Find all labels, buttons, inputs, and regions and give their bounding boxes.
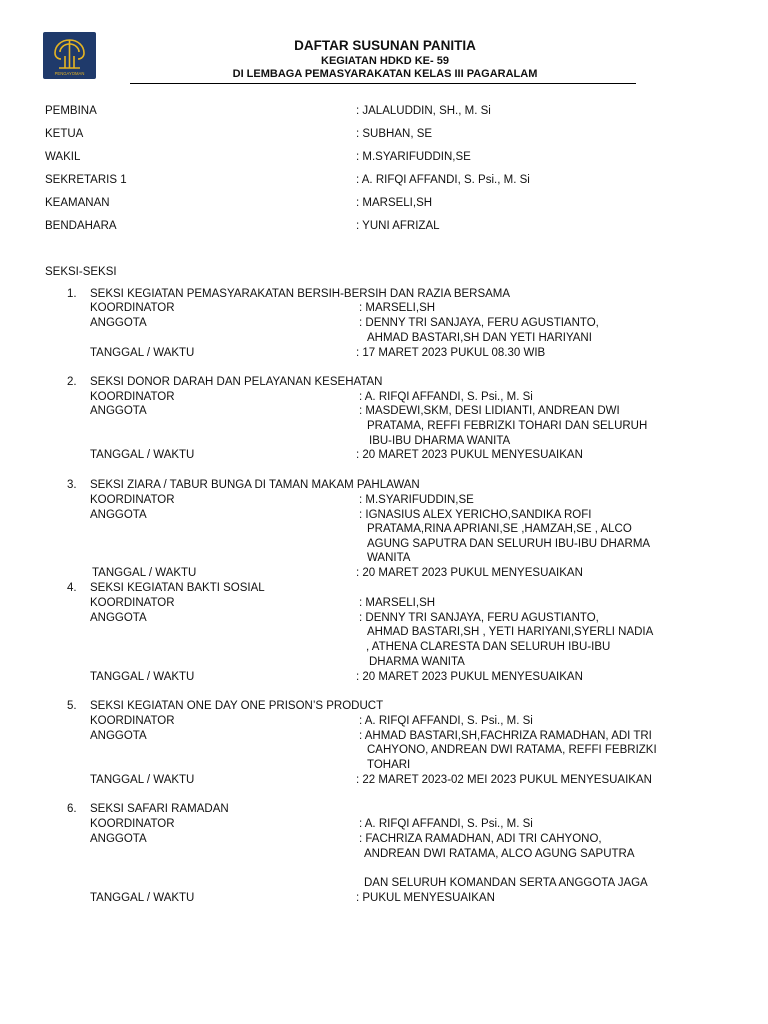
koordinator-value: : A. RIFQI AFFANDI, S. Psi., M. Si [359,391,533,403]
tanggal-label: TANGGAL / WAKTU [90,774,195,786]
logo-text: PENGAYOMAN [54,71,85,76]
koordinator-label: KOORDINATOR [90,818,175,830]
tanggal-label: TANGGAL / WAKTU [90,892,195,904]
officer-label-wakil: WAKIL [45,151,81,163]
anggota-label: ANGGOTA [90,833,147,845]
anggota-line: ANDREAN DWI RATAMA, ALCO AGUNG SAPUTRA [364,848,635,860]
section-title: SEKSI KEGIATAN PEMASYARAKATAN BERSIH-BERSIH DAN RAZIA BERSAMA [90,288,511,300]
officer-value-bendahara: : YUNI AFRIZAL [356,220,440,232]
officer-value-wakil: : M.SYARIFUDDIN,SE [356,151,471,163]
anggota-line: CAHYONO, ANDREAN DWI RATAMA, REFFI FEBRIZKI [367,744,657,756]
tanggal-label: TANGGAL / WAKTU [90,671,195,683]
koordinator-value: : A. RIFQI AFFANDI, S. Psi., M. Si [359,715,533,727]
pengayoman-logo [43,32,96,79]
anggota-line: , ATHENA CLARESTA DAN SELURUH IBU-IBU [366,641,611,653]
tanggal-label: TANGGAL / WAKTU [90,347,195,359]
section-title: SEKSI KEGIATAN ONE DAY ONE PRISON’S PRODUCT [90,700,384,712]
anggota-label: ANGGOTA [90,317,147,329]
anggota-line: : AHMAD BASTARI,SH,FACHRIZA RAMADHAN, ADI TRI [359,730,652,742]
anggota-line: : FACHRIZA RAMADHAN, ADI TRI CAHYONO, [359,833,602,845]
koordinator-value: : MARSELI,SH [359,302,436,314]
anggota-line: IBU-IBU DHARMA WANITA [369,435,511,447]
section-title: SEKSI KEGIATAN BAKTI SOSIAL [90,582,265,594]
anggota-line: : MASDEWI,SKM, DESI LIDIANTI, ANDREAN DWI [359,405,620,417]
officer-value-pembina: : JALALUDDIN, SH., M. Si [356,105,491,117]
anggota-line: : DENNY TRI SANJAYA, FERU AGUSTIANTO, [359,317,599,329]
section-number: 4. [67,582,77,594]
section-number: 2. [67,376,77,388]
anggota-line: DAN SELURUH KOMANDAN SERTA ANGGOTA JAGA [364,877,648,889]
anggota-line: TOHARI [367,759,411,771]
anggota-label: ANGGOTA [90,405,147,417]
koordinator-value: : M.SYARIFUDDIN,SE [359,494,474,506]
document-subtitle-event: KEGIATAN HDKD KE- 59 [321,55,449,67]
anggota-line: AHMAD BASTARI,SH , YETI HARIYANI,SYERLI NADIA [367,626,654,638]
koordinator-label: KOORDINATOR [90,391,175,403]
anggota-label: ANGGOTA [90,612,147,624]
anggota-line: AGUNG SAPUTRA DAN SELURUH IBU-IBU DHARMA [367,538,651,550]
officer-value-ketua: : SUBHAN, SE [356,128,433,140]
anggota-label: ANGGOTA [90,730,147,742]
anggota-line: : IGNASIUS ALEX YERICHO,SANDIKA ROFI [359,509,592,521]
header-divider [130,83,636,84]
officer-label-keamanan: KEAMANAN [45,197,110,209]
section-number: 1. [67,288,77,300]
tanggal-value: : PUKUL MENYESUAIKAN [356,892,495,904]
anggota-line: WANITA [367,552,411,564]
section-number: 3. [67,479,77,491]
tanggal-value: : 17 MARET 2023 PUKUL 08.30 WIB [356,347,546,359]
officer-label-sekretaris: SEKRETARIS 1 [45,174,127,186]
document-subtitle-institution: DI LEMBAGA PEMASYARAKATAN KELAS III PAGARALAM [232,68,538,80]
anggota-label: ANGGOTA [90,509,147,521]
koordinator-value: : A. RIFQI AFFANDI, S. Psi., M. Si [359,818,533,830]
tanggal-label: TANGGAL / WAKTU [90,449,195,461]
tanggal-value: : 22 MARET 2023-02 MEI 2023 PUKUL MENYESUAIKAN [356,774,652,786]
sections-heading: SEKSI-SEKSI [45,266,117,278]
anggota-line: PRATAMA,RINA APRIANI,SE ,HAMZAH,SE , ALCO [367,523,632,535]
section-number: 5. [67,700,77,712]
koordinator-label: KOORDINATOR [90,597,175,609]
document-title: DAFTAR SUSUNAN PANITIA [294,38,476,53]
section-title: SEKSI ZIARA / TABUR BUNGA DI TAMAN MAKAM PAHLAWAN [90,479,420,491]
officer-value-keamanan: : MARSELI,SH [356,197,433,209]
officer-label-ketua: KETUA [45,128,84,140]
officer-value-sekretaris: : A. RIFQI AFFANDI, S. Psi., M. Si [356,174,530,186]
section-title: SEKSI SAFARI RAMADAN [90,803,229,815]
koordinator-label: KOORDINATOR [90,715,175,727]
anggota-line: AHMAD BASTARI,SH DAN YETI HARIYANI [367,332,592,344]
koordinator-value: : MARSELI,SH [359,597,436,609]
tanggal-value: : 20 MARET 2023 PUKUL MENYESUAIKAN [356,567,583,579]
tanggal-value: : 20 MARET 2023 PUKUL MENYESUAIKAN [356,671,583,683]
koordinator-label: KOORDINATOR [90,302,175,314]
anggota-line: DHARMA WANITA [369,656,465,668]
anggota-line: PRATAMA, REFFI FEBRIZKI TOHARI DAN SELURUH [367,420,648,432]
officer-label-pembina: PEMBINA [45,105,97,117]
anggota-line: : DENNY TRI SANJAYA, FERU AGUSTIANTO, [359,612,599,624]
tanggal-value: : 20 MARET 2023 PUKUL MENYESUAIKAN [356,449,583,461]
officer-label-bendahara: BENDAHARA [45,220,117,232]
koordinator-label: KOORDINATOR [90,494,175,506]
section-title: SEKSI DONOR DARAH DAN PELAYANAN KESEHATAN [90,376,383,388]
tanggal-label: TANGGAL / WAKTU [92,567,197,579]
section-number: 6. [67,803,77,815]
